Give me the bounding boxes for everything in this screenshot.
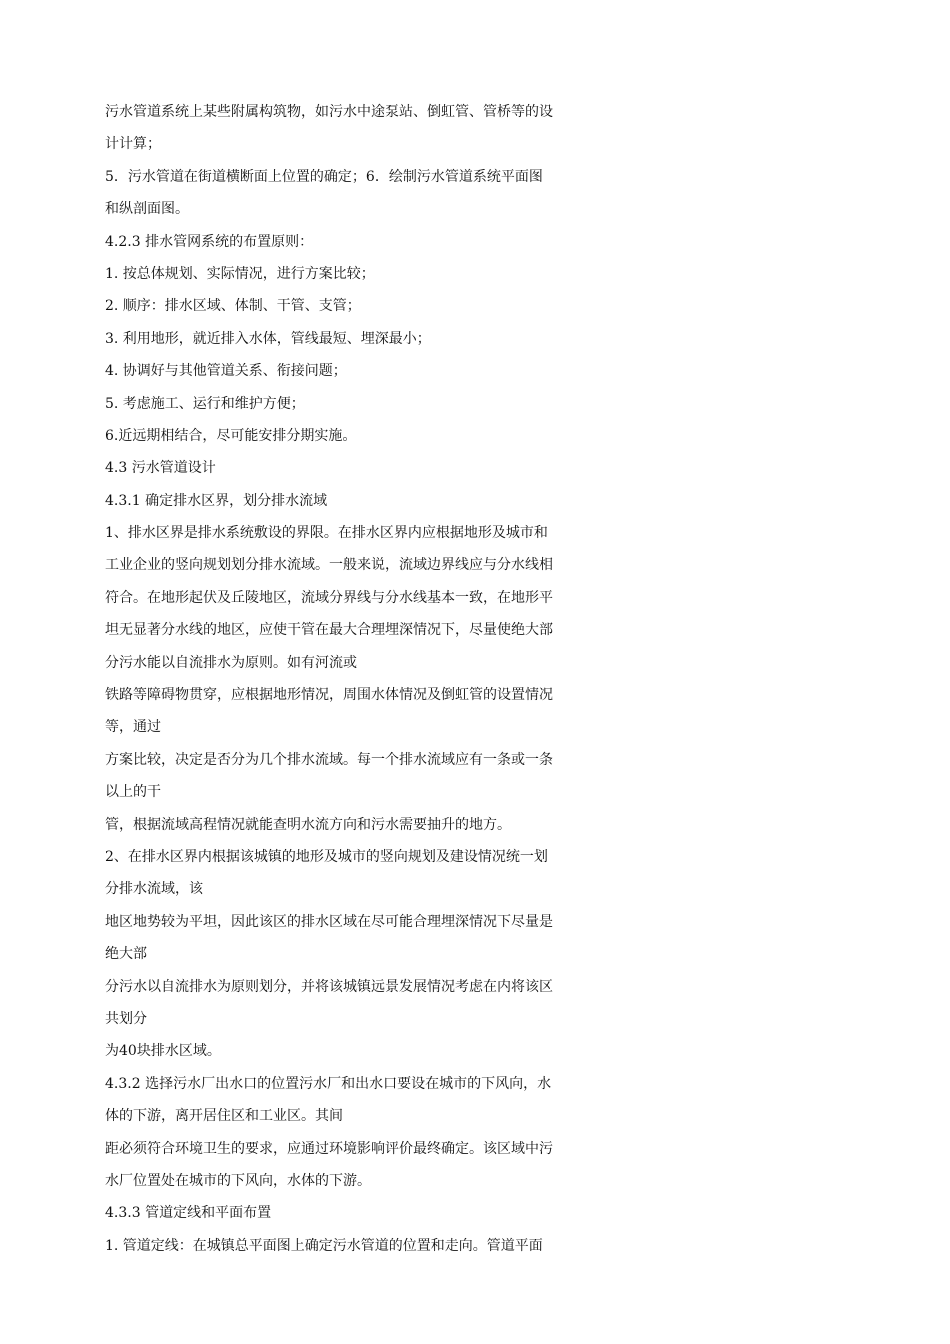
list-item: 1. 按总体规划、实际情况，进行方案比较； [105, 265, 375, 282]
text-line: 2、在排水区界内根据该城镇的地形及城市的竖向规划及建设情况统一划 [105, 848, 548, 865]
list-item: 5. 考虑施工、运行和维护方便； [105, 395, 305, 412]
text-line: 铁路等障碍物贯穿，应根据地形情况，周围水体情况及倒虹管的设置情况 [105, 687, 553, 704]
text-line: 计计算； [105, 136, 161, 153]
text-line: 5．污水管道在街道横断面上位置的确定；6．绘制污水管道系统平面图 [105, 168, 543, 185]
text-line: 1、排水区界是排水系统敷设的界限。在排水区界内应根据地形及城市和 [105, 525, 548, 542]
text-line: 分排水流域，该 [105, 881, 203, 898]
text-line: 1. 管道定线：在城镇总平面图上确定污水管道的位置和走向。管道平面 [105, 1237, 543, 1254]
section-heading: 4.3 污水管道设计 [105, 460, 216, 477]
text-line: 管，根据流域高程情况就能查明水流方向和污水需要抽升的地方。 [105, 816, 511, 833]
document-page [105, 96, 865, 1262]
text-line: 坦无显著分水线的地区，应使干管在最大合理埋深情况下，尽量使绝大部 [105, 622, 553, 639]
text-line: 地区地势较为平坦，因此该区的排水区域在尽可能合理埋深情况下尽量是 [105, 913, 553, 930]
text-line: 污水管道系统上某些附属构筑物，如污水中途泵站、倒虹管、管桥等的设 [105, 104, 553, 120]
section-heading: 4.3.2 选择污水厂出水口的位置污水厂和出水口要设在城市的下风向，水 [105, 1075, 552, 1092]
text-line: 共划分 [105, 1010, 147, 1027]
list-item: 3. 利用地形，就近排入水体，管线最短、埋深最小； [105, 330, 431, 347]
text-line: 以上的干 [105, 784, 161, 801]
text-line: 体的下游，离开居住区和工业区。其间 [105, 1108, 343, 1125]
list-item: 6.近远期相结合，尽可能安排分期实施。 [105, 427, 357, 444]
text-line: 分污水以自流排水为原则划分，并将该城镇远景发展情况考虑在内将该区 [105, 978, 553, 995]
text-line: 为40块排水区域。 [105, 1043, 221, 1060]
text-line: 工业企业的竖向规划划分排水流域。一般来说，流域边界线应与分水线相 [105, 557, 553, 574]
text-line: 符合。在地形起伏及丘陵地区，流域分界线与分水线基本一致，在地形平 [105, 589, 553, 606]
text-line: 等，通过 [105, 719, 161, 736]
text-line: 方案比较，决定是否分为几个排水流域。每一个排水流域应有一条或一条 [105, 751, 553, 768]
text-line: 距必须符合环境卫生的要求，应通过环境影响评价最终确定。该区域中污 [105, 1140, 553, 1157]
section-heading: 4.2.3 排水管网系统的布置原则： [105, 233, 314, 250]
list-item: 4. 协调好与其他管道关系、衔接问题； [105, 363, 347, 380]
section-heading: 4.3.1 确定排水区界，划分排水流域 [105, 492, 328, 509]
text-line: 绝大部 [105, 946, 147, 963]
section-heading: 4.3.3 管道定线和平面布置 [105, 1205, 272, 1222]
text-line: 和纵剖面图。 [105, 201, 189, 218]
list-item: 2. 顺序：排水区域、体制、干管、支管； [105, 298, 361, 315]
text-line: 分污水能以自流排水为原则。如有河流或 [105, 654, 357, 671]
text-line: 水厂位置处在城市的下风向，水体的下游。 [105, 1172, 371, 1189]
